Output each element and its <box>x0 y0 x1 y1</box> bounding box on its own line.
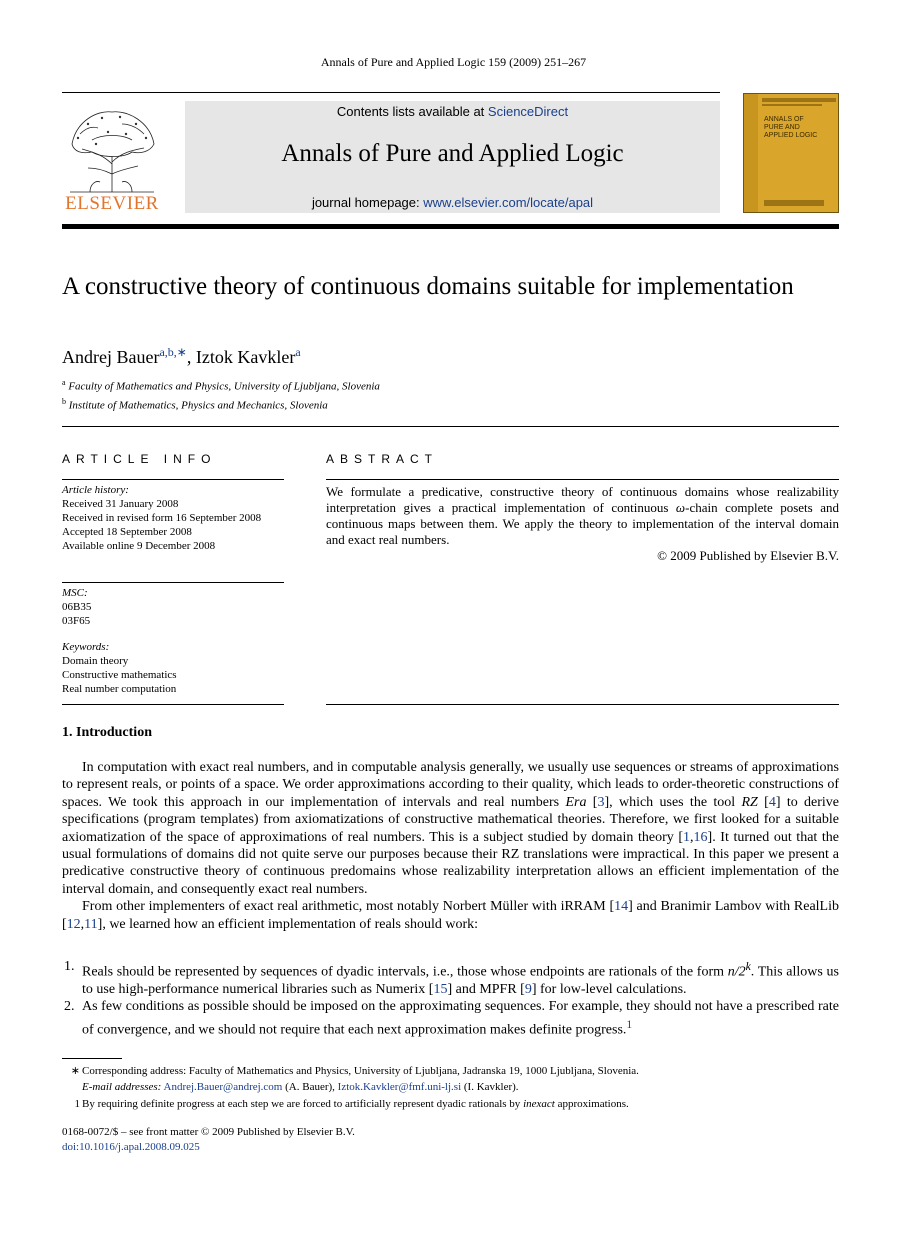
info-divider <box>62 704 284 705</box>
history-item: Accepted 18 September 2008 <box>62 526 192 538</box>
list-item: 2. As few conditions as possible should be imposed on the approximating sequences. For example, they should not have a prescribed rate of convergence, and we should not require that each next approximation makes definite progress.$^1$ <box>64 999 839 1038</box>
keywords <box>62 640 284 696</box>
list-number: 1. <box>64 959 75 974</box>
msc-title: MSC: <box>62 587 88 599</box>
msc-code: 03F65 <box>62 615 91 627</box>
affiliation-mark: b <box>62 397 66 406</box>
article-title: A constructive theory of continuous domains suitable for implementation <box>62 273 794 300</box>
sciencedirect-link[interactable]: ScienceDirect <box>487 104 569 119</box>
front-matter-line: 0168-0072/$ – see front matter © 2009 Published by Elsevier B.V. <box>62 1126 355 1138</box>
keywords-title: Keywords: <box>62 641 110 653</box>
msc-codes <box>62 586 284 628</box>
author-affil-marks[interactable]: a <box>295 345 301 359</box>
citation-link[interactable]: 3 <box>597 794 605 810</box>
section-heading-introduction: 1. Introduction <box>62 725 152 740</box>
history-item: Available online 9 December 2008 <box>62 540 216 552</box>
info-divider <box>62 582 284 583</box>
elsevier-wordmark: ELSEVIER <box>65 193 159 214</box>
affiliation-mark: a <box>62 378 66 387</box>
requirements-list <box>62 958 839 1039</box>
author-affil-marks[interactable]: a,b,∗ <box>159 345 187 359</box>
homepage-line <box>185 195 720 210</box>
homepage-link[interactable]: www.elsevier.com/locate/apal <box>423 195 594 210</box>
omega-symbol: ω <box>675 500 686 515</box>
abstract-text: We formulate a predicative, constructive theory of continuous domains whose realizability interpretation gives a practical implementation of continuous ω-chain complete posets and continuous maps between them. We apply the theory to implementation of the interval domain and exact real numbers. <box>326 484 839 547</box>
info-divider <box>62 479 284 480</box>
footnote-link[interactable]: 1 <box>626 1017 633 1031</box>
author-name[interactable]: Iztok Kavkler <box>195 347 296 367</box>
journal-title: Annals of Pure and Applied Logic <box>281 140 624 167</box>
email-link[interactable]: Andrej.Bauer@andrej.com <box>163 1081 283 1093</box>
citation-link[interactable]: 1 <box>683 829 691 845</box>
email-link[interactable]: Iztok.Kavkler@fmf.uni-lj.si <box>337 1081 462 1093</box>
journal-cover-thumbnail <box>743 93 839 213</box>
author-name[interactable]: Andrej Bauer <box>62 347 160 367</box>
paragraph: In computation with exact real numbers, and in computable analysis generally, we usually use sequences or streams of approximations to represent reals, or points of a space. We order approximations according to their quality, which leads to order-theoretic constructions of spaces. We took this approach in our implementation of intervals and real numbers Era [3], which uses the tool RZ [4] to derive specifications (program templates) from axiomatizations of constructive mathematical theories. Therefore, we first looked for a suitable axiomatization of the space of approximations of real numbers. This is a subject studied by domain theory [1,16]. It turned out that the usual formulations of domains did not quite serve our purposes because their RZ translations were impractical. In this paper we present a predicative constructive theory of continuous predomains whose realizability interpretation allows an efficient implementation of the interval domain, and consequently exact real numbers. <box>62 760 840 897</box>
abstract-heading: ABSTRACT <box>326 452 439 466</box>
citation-link[interactable]: 9 <box>524 982 532 998</box>
citation-link[interactable]: 12 <box>66 916 81 932</box>
history-title: Article history: <box>62 484 129 496</box>
contents-prefix: Contents lists available at <box>336 104 488 119</box>
abstract-copyright: © 2009 Published by Elsevier B.V. <box>657 548 839 563</box>
cover-band-thin <box>762 104 822 106</box>
article-history <box>62 483 284 553</box>
citation-link[interactable]: 15 <box>433 982 448 998</box>
history-item: Received 31 January 2008 <box>62 498 179 510</box>
footnote-1: 1 By requiring definite progress at each step we are forced to artificially represent dyadic rationals by inexact approximations. <box>62 1097 839 1111</box>
footnote-mark: 1 <box>74 1098 80 1110</box>
msc-code: 06B35 <box>62 601 92 613</box>
citation-link[interactable]: 14 <box>614 899 629 915</box>
footnote-mark: ∗ <box>70 1065 80 1077</box>
cover-spine <box>744 94 758 212</box>
footnote-rule <box>62 1058 122 1059</box>
author-line <box>62 345 301 368</box>
doi-link[interactable]: doi:10.1016/j.apal.2008.09.025 <box>62 1141 200 1153</box>
abstract-divider <box>326 704 839 705</box>
article-info-heading: ARTICLE INFO <box>62 452 217 466</box>
running-head: Annals of Pure and Applied Logic 159 (2009) 251–267 <box>320 55 587 69</box>
list-item: 1. Reals should be represented by sequences of dyadic intervals, i.e., those whose endpoints are rationals of the form n/2$^k$. This allows us to use high-performance numerical libraries such as Numerix [15] and MPFR [9] for low-level calculations. <box>64 959 839 998</box>
abstract-divider <box>326 479 839 480</box>
email-label: E-mail addresses: <box>82 1081 162 1093</box>
homepage-prefix: journal homepage: <box>311 195 424 210</box>
contents-line <box>185 104 720 119</box>
list-number: 2. <box>64 999 75 1015</box>
affiliation-text: Institute of Mathematics, Physics and Mechanics, Slovenia <box>68 399 328 412</box>
history-item: Received in revised form 16 September 2008 <box>62 512 262 524</box>
keyword: Real number computation <box>62 683 177 695</box>
citation-link[interactable]: 4 <box>768 794 776 810</box>
introduction-body <box>62 759 839 933</box>
cover-band <box>762 98 836 102</box>
affiliation-text: Faculty of Mathematics and Physics, University of Ljubljana, Slovenia <box>68 380 380 393</box>
keyword: Constructive mathematics <box>62 669 177 681</box>
cover-title: ANNALS OF PURE AND APPLIED LOGIC <box>764 116 818 139</box>
header-thick-rule <box>62 224 839 229</box>
header-rule <box>62 92 720 93</box>
author-separator: , <box>186 347 196 367</box>
paragraph: From other implementers of exact real arithmetic, most notably Norbert Müller with iRRAM [14] and Branimir Lambov with RealLib [12,11], we learned how an efficient implementation of reals should work: <box>62 899 839 932</box>
cover-footer-band <box>764 200 824 206</box>
affiliation <box>62 378 380 393</box>
keyword: Domain theory <box>62 655 129 667</box>
affiliation <box>62 397 328 412</box>
citation-link[interactable]: 11 <box>84 916 98 932</box>
footnote-emails: E-mail addresses: Andrej.Bauer@andrej.com (A. Bauer), Iztok.Kavkler@fmf.uni-lj.si (I. Kavkler). <box>82 1081 519 1093</box>
footnote-corresponding: ∗ Corresponding address: Faculty of Mathematics and Physics, University of Ljubljana, Jadranska 19, 1000 Ljubljana, Slovenia. <box>62 1064 839 1078</box>
citation-link[interactable]: 16 <box>693 829 708 845</box>
section-divider <box>62 426 839 427</box>
